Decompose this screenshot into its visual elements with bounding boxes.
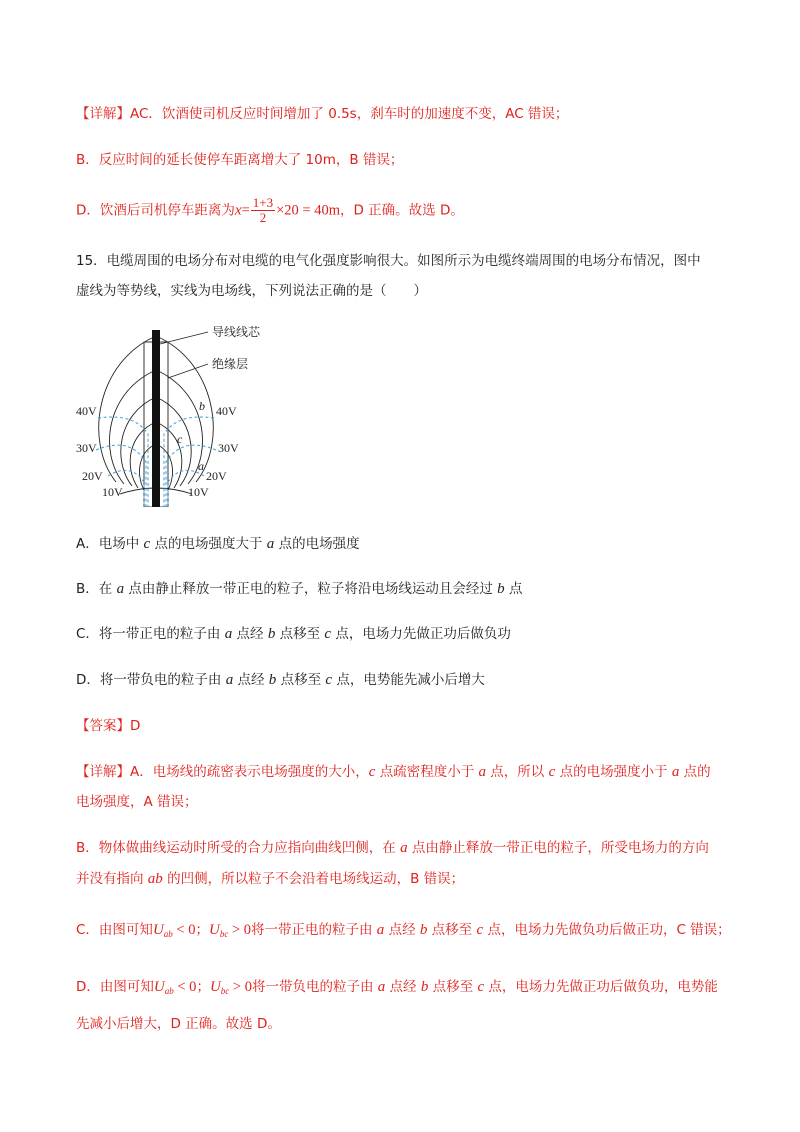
fraction: $\frac{1+3}{2}$ bbox=[252, 195, 274, 225]
right-label-40v: 40V bbox=[216, 404, 237, 418]
point-c-label: c bbox=[177, 432, 183, 446]
right-label-20v: 20V bbox=[206, 469, 227, 483]
explain-b-line-1: B．物体做曲线运动时所受的合力应指向曲线凹侧，在 a 点由静止释放一带正电的粒子，所受电场力的方向 bbox=[76, 840, 709, 856]
field-line bbox=[156, 397, 191, 486]
option-a: A．电场中 c 点的电场强度大于 a 点的电场强度 bbox=[76, 536, 360, 552]
explain-c: C．由图可知$U_{ab} < 0$；$U_{bc} > 0$将一带正电的粒子由 a 点经 b 点移至 c 点，电场力先做负功后做正功，C 错误； bbox=[76, 922, 731, 939]
option-b: B．在 a 点由静止释放一带正电的粒子，粒子将沿电场线运动且会经过 b 点 bbox=[76, 581, 523, 597]
explain-d-line-1: D．由图可知$U_{ab} < 0$；$U_{bc} > 0$将一带负电的粒子由 a 点经 b 点移至 c 点，电场力先做正功后做负功，电势能 bbox=[76, 979, 718, 996]
prev-explain-line-1: 【详解】AC．饮酒使司机反应时间增加了 0.5s，刹车时的加速度不变，AC 错误； bbox=[76, 106, 569, 122]
left-label-40v: 40V bbox=[76, 404, 97, 418]
right-label-30v: 30V bbox=[218, 441, 239, 455]
point-a-label: a bbox=[198, 459, 204, 473]
prev-explain-line-3: D．饮酒后司机停车距离为x= $\frac{1+3}{2}$ ×20 = 40m，D 正确。故选 D。 bbox=[76, 195, 464, 225]
option-d: D．将一带负电的粒子由 a 点经 b 点移至 c 点，电势能先减小后增大 bbox=[76, 672, 485, 688]
explain-b-line-2: 并没有指向 ab 的凹侧，所以粒子不会沿着电场线运动，B 错误； bbox=[76, 871, 465, 887]
explain-a-line-1: 【详解】A．电场线的疏密表示电场强度的大小，c 点疏密程度小于 a 点，所以 c 点的电场强度小于 a 点的 bbox=[76, 764, 711, 780]
cable-field-diagram bbox=[76, 322, 276, 507]
answer: 【答案】D bbox=[76, 718, 141, 734]
insulation-label: 绝缘层 bbox=[212, 357, 249, 371]
right-label-10v: 10V bbox=[188, 485, 209, 499]
explain-a-line-2: 电场强度，A 错误； bbox=[76, 794, 198, 810]
core-label: 导线线芯 bbox=[212, 325, 261, 339]
conductor-core bbox=[152, 330, 160, 507]
question-stem-line-1: 15．电缆周围的电场分布对电缆的电气化强度影响很大。如图所示为电缆终端周围的电场分布情况，图中 bbox=[76, 253, 701, 269]
left-label-10v: 10V bbox=[102, 485, 123, 499]
explain-d-line-2: 先减小后增大，D 正确。故选 D。 bbox=[76, 1016, 281, 1032]
field-line bbox=[156, 370, 202, 484]
left-label-20v: 20V bbox=[82, 469, 103, 483]
field-line bbox=[110, 370, 156, 484]
field-line bbox=[121, 397, 156, 486]
point-b-label: b bbox=[199, 399, 205, 413]
option-c: C．将一带正电的粒子由 a 点经 b 点移至 c 点，电场力先做正功后做负功 bbox=[76, 626, 511, 642]
left-label-30v: 30V bbox=[76, 441, 97, 455]
field-line bbox=[99, 336, 156, 482]
explain-tag: 【详解】 bbox=[76, 106, 130, 122]
question-stem-line-2: 虚线为等势线，实线为电场线，下列说法正确的是（ ） bbox=[76, 283, 427, 299]
prev-explain-line-2: B．反应时间的延长使停车距离增大了 10m，B 错误； bbox=[76, 152, 404, 168]
